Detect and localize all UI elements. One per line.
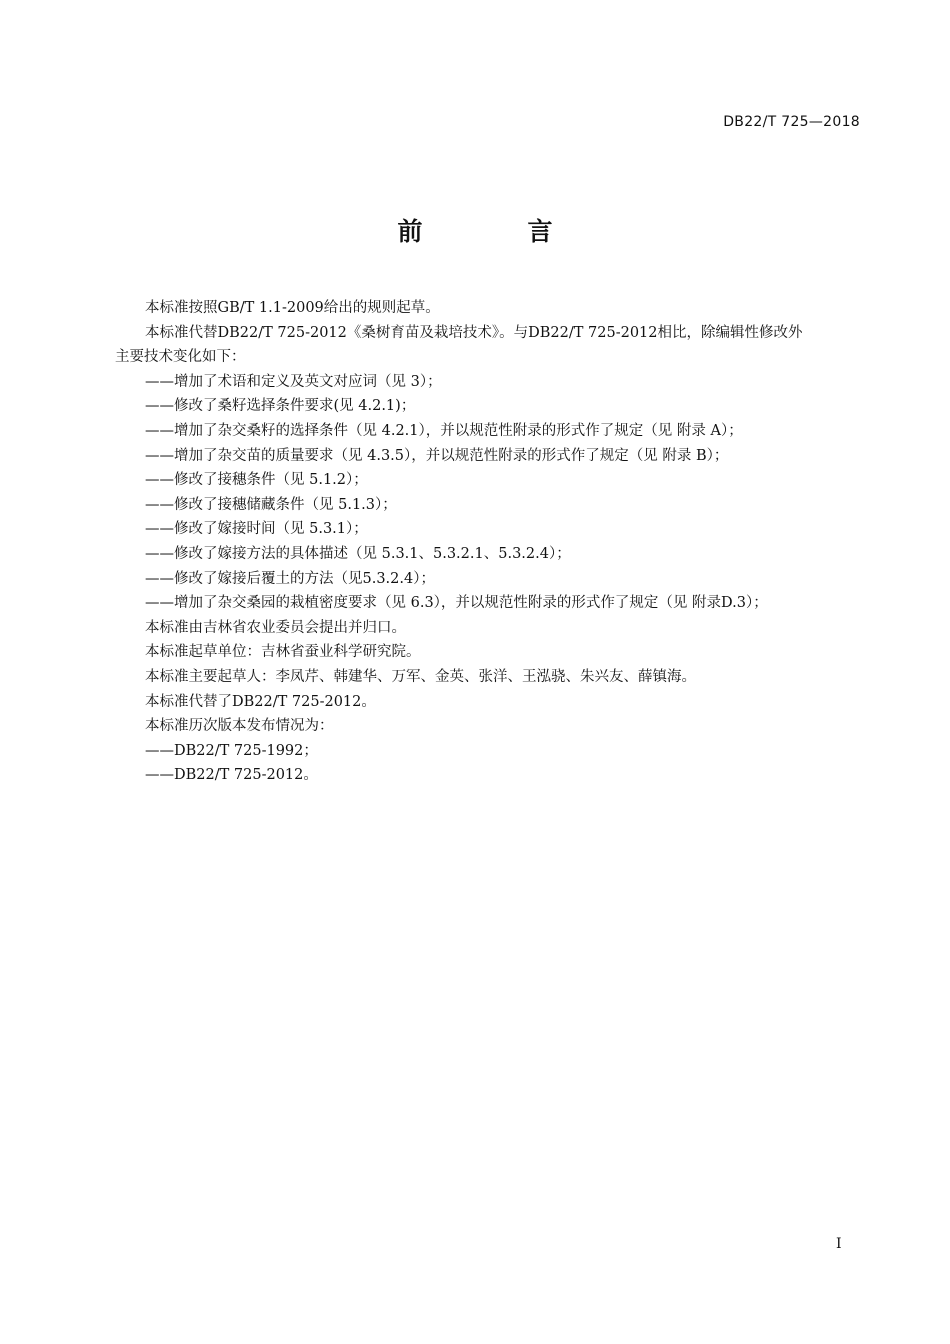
list-item: ——增加了杂交苗的质量要求（见 4.3.5），并以规范性附录的形式作了规定（见 附录 B）； [145, 447, 729, 464]
page-title: 前 言 [397, 217, 593, 246]
paragraph-line: 本标准代替了DB22/T 725-2012。 [145, 693, 376, 710]
paragraph-line: 主要技术变化如下： [115, 349, 246, 366]
paragraph-line: 本标准由吉林省农业委员会提出并归口。 [145, 619, 406, 636]
paragraph-line: 本标准代替DB22/T 725-2012《桑树育苗及栽培技术》。与DB22/T 725-2012相比，除编辑性修改外 [145, 324, 803, 341]
paragraph-line: 本标准主要起草人：李凤芹、韩建华、万军、金英、张洋、王泓骁、朱兴友、薛镇海。 [145, 668, 696, 685]
paragraph-line: 本标准按照GB/T 1.1-2009给出的规则起草。 [145, 300, 440, 316]
list-item: ——修改了嫁接时间（见 5.3.1）； [145, 521, 368, 538]
list-item: ——修改了接穗储藏条件（见 5.1.3）； [145, 496, 397, 513]
standard-code: DB22/T 725—2018 [723, 114, 860, 130]
list-item: ——增加了杂交桑籽的选择条件（见 4.2.1），并以规范性附录的形式作了规定（见 附录 A）； [145, 422, 743, 439]
list-item: ——增加了术语和定义及英文对应词（见 3）； [145, 373, 442, 390]
paragraph-line: 本标准起草单位：吉林省蚕业科学研究院。 [145, 644, 421, 661]
list-item: ——修改了嫁接方法的具体描述（见 5.3.1、5.3.2.1、5.3.2.4）； [145, 545, 571, 562]
list-item: ——增加了杂交桑园的栽植密度要求（见 6.3），并以规范性附录的形式作了规定（见 附录D.3）； [145, 595, 768, 612]
list-item: ——DB22/T 725-2012。 [145, 767, 318, 784]
list-item: ——DB22/T 725-1992； [145, 742, 318, 759]
list-item: ——修改了接穗条件（见 5.1.2）； [145, 472, 368, 489]
list-item: ——修改了嫁接后覆土的方法（见5.3.2.4）； [145, 570, 435, 587]
foreword-body [115, 296, 860, 788]
list-item: ——修改了桑籽选择条件要求(见 4.2.1)； [145, 398, 416, 415]
paragraph-line: 本标准历次版本发布情况为： [145, 718, 334, 735]
page-number: I [836, 1236, 842, 1252]
